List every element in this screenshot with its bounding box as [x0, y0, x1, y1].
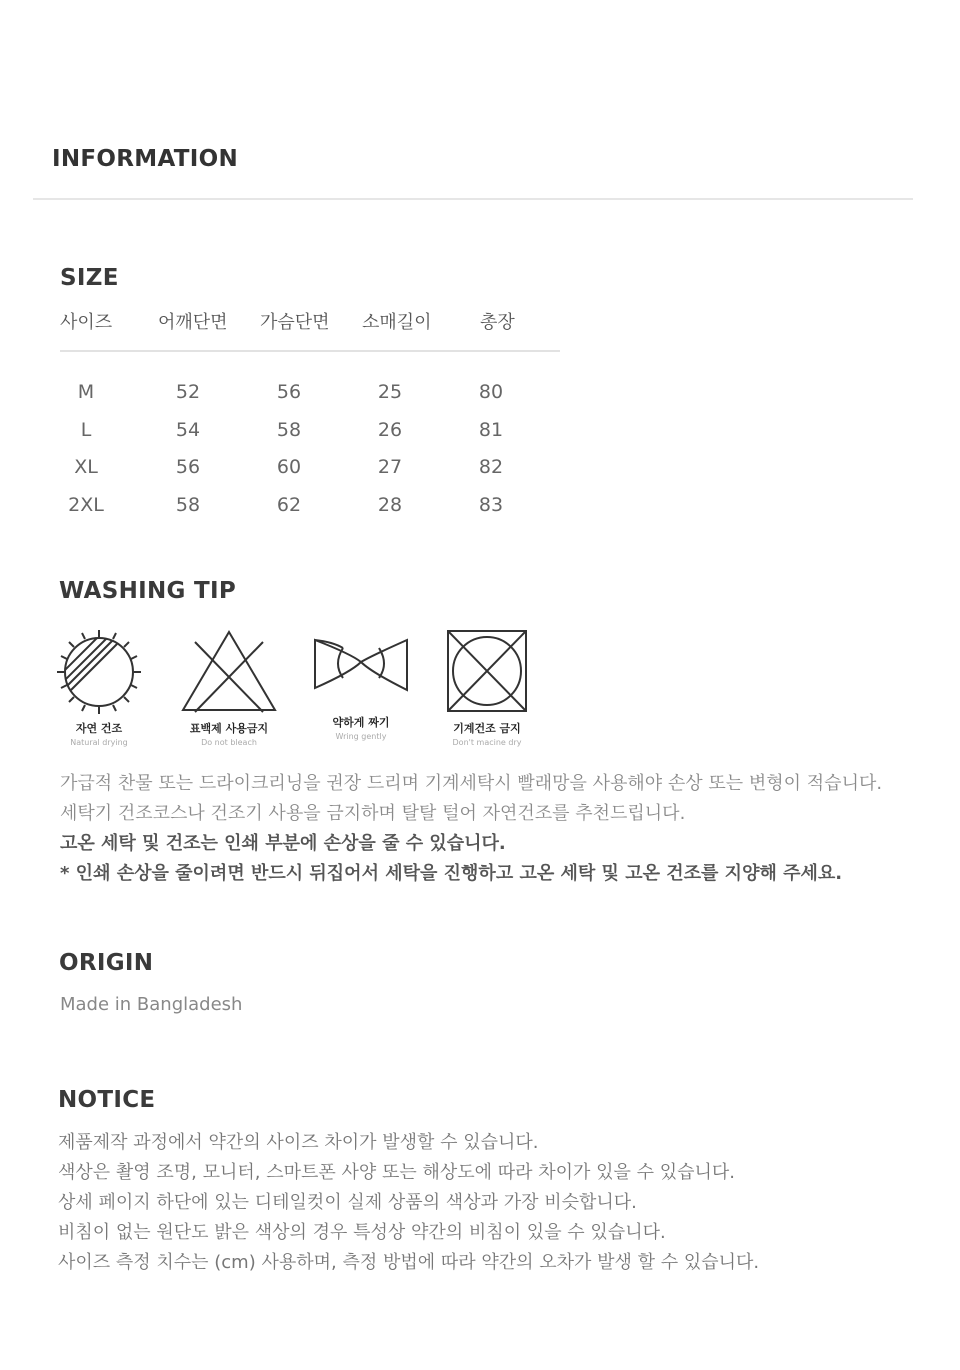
- natural-drying-icon: [49, 628, 149, 716]
- size-header-shoulder: 어깨단면: [158, 312, 228, 333]
- notice-list: [58, 1128, 759, 1278]
- table-cell: 83: [478, 493, 504, 516]
- table-cell: 26: [377, 418, 403, 441]
- no-machine-dry-icon: [437, 628, 537, 716]
- table-row: [60, 487, 560, 525]
- wash-label: 기계건조 금지: [453, 722, 521, 735]
- table-cell: L: [80, 418, 92, 441]
- table-cell: M: [77, 381, 95, 403]
- washing-line: 가급적 찬물 또는 드라이크리닝을 권장 드리며 기계세탁시 빨래망을 사용해야 손상 또는 변형이 적습니다.: [60, 773, 883, 794]
- section-divider: [33, 198, 913, 200]
- table-row: [60, 412, 560, 450]
- washing-line: 세탁기 건조코스나 건조기 사용을 금지하며 탈탈 털어 자연건조를 추천드립니다.: [60, 803, 686, 824]
- table-cell: 56: [175, 456, 201, 478]
- table-cell: 52: [175, 381, 201, 403]
- wash-item-no-machine-dry: [437, 628, 537, 747]
- notice-line: 색상은 촬영 조명, 모니터, 스마트폰 사양 또는 해상도에 따라 차이가 있을 수 있습니다.: [58, 1162, 736, 1183]
- table-cell: 62: [276, 493, 302, 516]
- wash-item-natural-drying: [49, 628, 149, 747]
- size-header-sleeve: 소매길이: [362, 312, 432, 333]
- size-header-chest: 가슴단면: [260, 312, 330, 333]
- wring-gently-icon: [311, 634, 411, 710]
- table-cell: 56: [276, 381, 302, 403]
- table-cell: 27: [377, 456, 403, 478]
- table-cell: 54: [175, 418, 201, 441]
- table-cell: 82: [478, 456, 504, 478]
- size-title: SIZE: [60, 265, 119, 291]
- washing-warning: 고온 세탁 및 건조는 인쇄 부분에 손상을 줄 수 있습니다.: [60, 833, 506, 854]
- table-cell: 60: [276, 456, 302, 478]
- table-cell: 2XL: [68, 493, 104, 516]
- table-cell: 28: [377, 493, 403, 516]
- table-row: [60, 374, 560, 412]
- origin-title: ORIGIN: [59, 950, 154, 976]
- size-table-header: [60, 308, 560, 352]
- size-table: [60, 308, 560, 524]
- wash-item-no-bleach: [179, 628, 279, 747]
- wash-sublabel: Natural drying: [70, 738, 128, 747]
- wash-sublabel: Don't macine dry: [452, 738, 522, 747]
- table-cell: XL: [74, 456, 98, 478]
- information-title: INFORMATION: [52, 146, 239, 172]
- notice-line: 비침이 없는 원단도 밝은 색상의 경우 특성상 약간의 비침이 있을 수 있습니다.: [58, 1222, 666, 1243]
- size-header-length: 총장: [480, 312, 515, 333]
- table-cell: 58: [175, 493, 201, 516]
- table-row: [60, 449, 560, 487]
- origin-text: Made in Bangladesh: [60, 994, 243, 1015]
- washing-instructions: [60, 769, 882, 889]
- notice-line: 제품제작 과정에서 약간의 사이즈 차이가 발생할 수 있습니다.: [58, 1132, 539, 1153]
- table-cell: 58: [276, 418, 302, 441]
- washing-warning: * 인쇄 손상을 줄이려면 반드시 뒤집어서 세탁을 진행하고 고온 세탁 및 고온 건조를 지양해 주세요.: [60, 863, 843, 884]
- table-cell: 25: [377, 381, 403, 403]
- wash-item-wring-gently: [311, 634, 411, 741]
- wash-sublabel: Do not bleach: [201, 738, 257, 747]
- wash-label: 자연 건조: [75, 722, 123, 735]
- size-header-size: 사이즈: [60, 312, 113, 333]
- washing-tip-title: WASHING TIP: [59, 578, 237, 604]
- notice-line: 사이즈 측정 치수는 (cm) 사용하며, 측정 방법에 따라 약간의 오차가 발생 할 수 있습니다.: [58, 1252, 760, 1273]
- table-cell: 80: [478, 381, 504, 403]
- no-bleach-icon: [179, 628, 279, 716]
- wash-label: 약하게 짜기: [332, 716, 390, 729]
- notice-line: 상세 페이지 하단에 있는 디테일컷이 실제 상품의 색상과 가장 비슷합니다.: [58, 1192, 637, 1213]
- wash-sublabel: Wring gently: [335, 732, 387, 741]
- wash-label: 표백제 사용금지: [189, 722, 269, 735]
- notice-title: NOTICE: [58, 1087, 156, 1113]
- table-cell: 81: [478, 418, 504, 441]
